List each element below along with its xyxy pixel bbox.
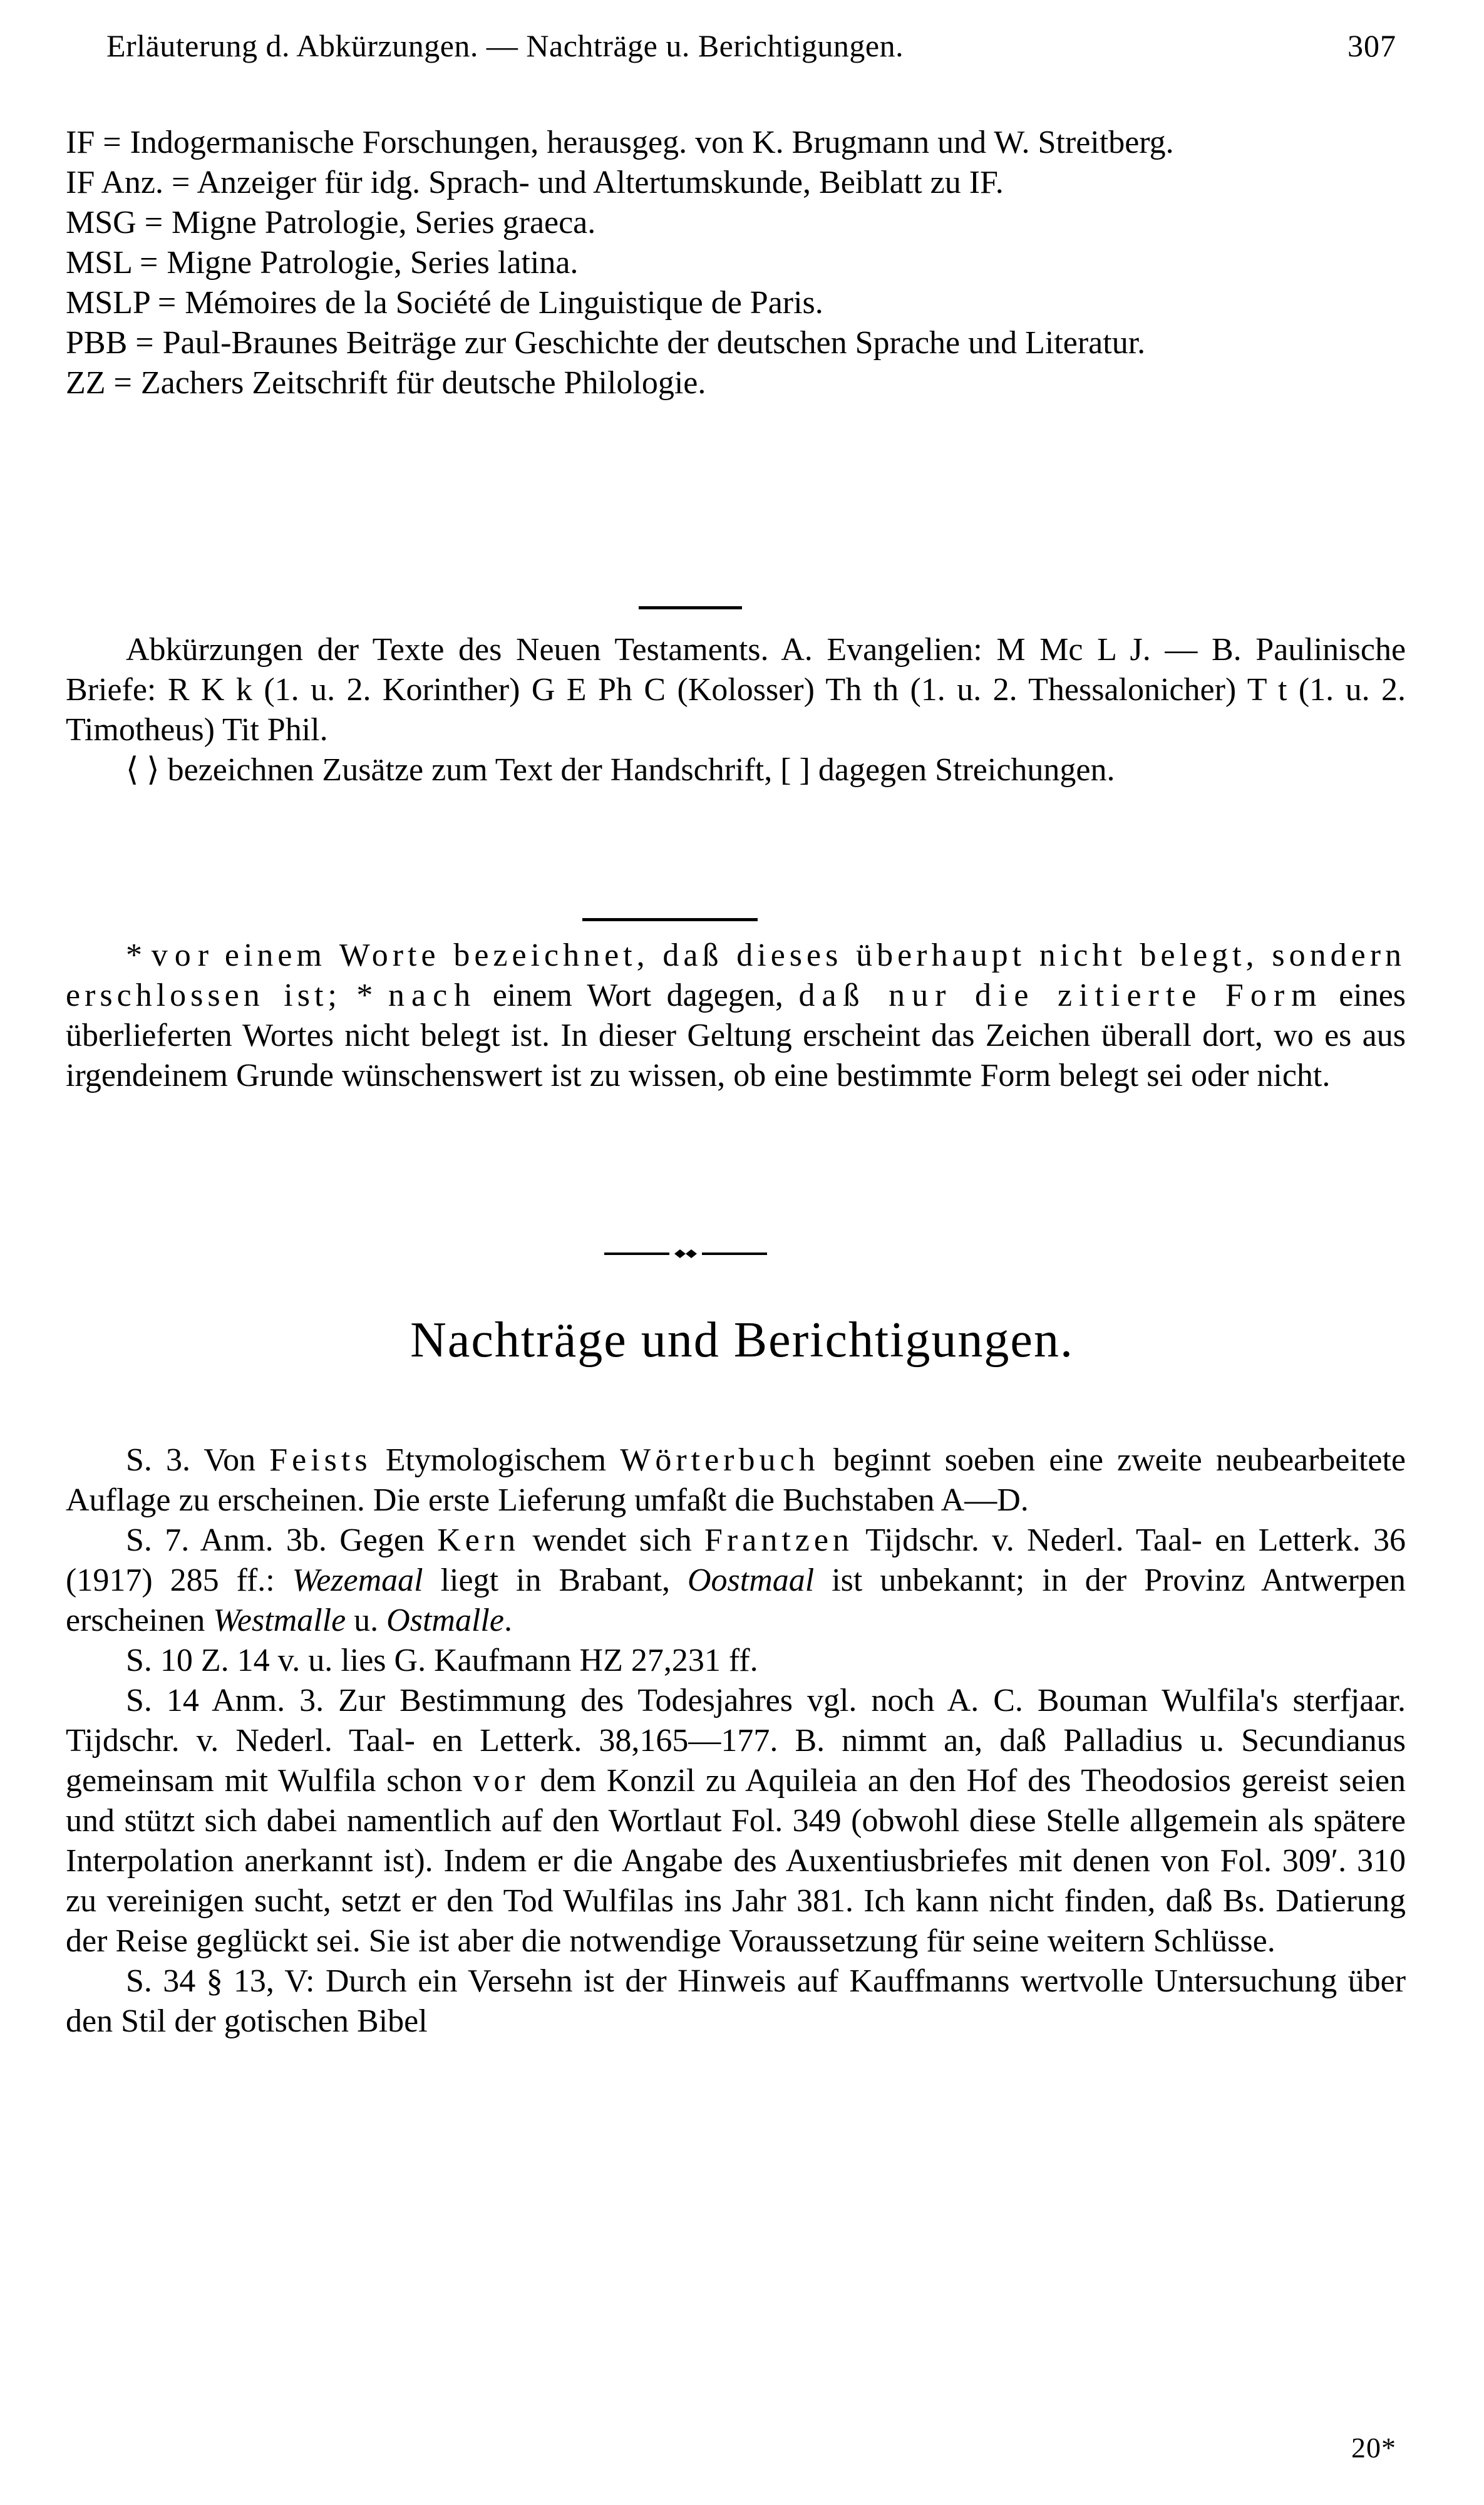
italic-wezemaal: Wezemaal xyxy=(292,1562,423,1598)
abbreviation-key: IF Anz. xyxy=(66,165,163,200)
addenda-entries xyxy=(66,1440,1406,2042)
nt-gospels-list: M Mc L J. xyxy=(996,632,1151,668)
abbreviation-entry xyxy=(66,283,1406,323)
italic-ostmalle: Ostmalle xyxy=(386,1603,504,1638)
addendum-text-a: Gegen xyxy=(339,1522,425,1558)
bracket-notation-tail: dagegen Streichungen. xyxy=(818,752,1115,788)
asterisk-convention-note xyxy=(66,936,1406,1096)
abbreviation-definition: Migne Patrologie, Series latina. xyxy=(167,245,579,281)
equals-sign: = xyxy=(172,165,191,200)
asterisk-symbol: * xyxy=(126,937,142,973)
abbreviation-definition: Paul-Braunes Beiträge zur Geschichte der deutschen Sprache und Literatur. xyxy=(162,325,1146,361)
abbreviation-key: IF xyxy=(66,125,95,160)
horizontal-rule-divider xyxy=(582,918,758,921)
addendum-entry xyxy=(66,1440,1406,1521)
abbreviation-list xyxy=(66,123,1406,403)
page-folio-number: 307 xyxy=(1347,28,1396,63)
abbreviation-entry xyxy=(66,123,1406,163)
italic-westmalle: Westmalle xyxy=(213,1603,346,1638)
abbreviation-key: MSG xyxy=(66,205,137,240)
angle-bracket-symbol: ⟨ ⟩ xyxy=(126,752,160,788)
addendum-text-d: liegt in Brabant, xyxy=(440,1562,671,1598)
nt-abbreviations-paragraph xyxy=(66,630,1406,750)
equals-sign: = xyxy=(135,325,155,361)
abbreviation-entry xyxy=(66,243,1406,283)
bracket-notation-text: bezeichnen Zusätze zum Text der Handschrift, xyxy=(167,752,773,788)
asterisk-symbol-second: * xyxy=(356,978,373,1013)
running-head-title: Erläuterung d. Abkürzungen. — Nachträge u. Berichtigungen. xyxy=(106,28,904,63)
abbreviation-definition: Migne Patrologie, Series graeca. xyxy=(172,205,596,240)
asterisk-note-text-c: eines überlieferten Wortes nicht belegt ist. In dieser Geltung erscheint das Zeichen überall dort, wo es aus irgendeinem Grunde wünschenswert ist zu wissen, ob eine bestimmte Form belegt sei oder nicht. xyxy=(66,978,1406,1093)
addendum-citation: Tijdschr. v. Nederl. Taal- en Letterk. 36 (1917) 285 ff.: xyxy=(66,1522,1406,1598)
abbreviation-entry xyxy=(66,203,1406,243)
nt-gospels-label: A. Evangelien: xyxy=(781,632,982,668)
addendum-locus: S. 10 Z. 14 v. u. xyxy=(126,1643,333,1678)
square-bracket-symbol: [ ] xyxy=(780,752,810,788)
addendum-entry xyxy=(66,1641,1406,1681)
section-heading: Nachträge und Berichtigungen. xyxy=(410,1313,1074,1368)
equals-sign: = xyxy=(157,285,177,321)
addendum-locus: S. 34 § 13, V: xyxy=(126,1963,315,1999)
addendum-locus: S. 14 Anm. 3. xyxy=(126,1683,324,1718)
nt-abbreviations-block xyxy=(66,630,1406,790)
emphasis-kern: Kern xyxy=(437,1522,520,1558)
addendum-entry xyxy=(66,1681,1406,1961)
nt-pauline-list: R K k (1. u. 2. Korinther) G E Ph C (Kolosser) Th th (1. u. 2. Thessalonicher) T t (1. u. 2. Timotheus) Tit Phil. xyxy=(66,672,1406,748)
bracket-notation-paragraph xyxy=(66,750,1406,790)
nt-pauline-label: B. Paulinische Briefe: xyxy=(66,632,1406,708)
running-head xyxy=(106,30,1396,61)
addendum-entry xyxy=(66,1521,1406,1641)
abbreviation-definition: Zachers Zeitschrift für deutsche Philologie. xyxy=(140,365,706,401)
addendum-entry xyxy=(66,1961,1406,2042)
abbreviation-key: ZZ xyxy=(66,365,106,401)
addendum-text-a: Zur Bestimmung des Todesjahres vgl. noch A. C. Bouman Wulfila's sterfjaar. Tijdschr. v. Nederl. Taal- en Letterk. 38,165—177. B. nimmt an, daß Palladius u. Secundianus gemeinsam mit Wulfila schon xyxy=(66,1683,1406,1799)
addendum-text: Durch ein Versehn ist der Hinweis auf Kauffmanns wertvolle Untersuchung über den Stil der gotischen Bibel xyxy=(66,1963,1406,2039)
addendum-locus: S. 3. xyxy=(126,1442,191,1478)
signature-mark: 20* xyxy=(1351,2432,1396,2464)
abbreviation-key: MSL xyxy=(66,245,131,281)
abbreviation-entry xyxy=(66,323,1406,363)
addendum-lead: Von xyxy=(204,1442,256,1478)
emphasis-feists: Feists xyxy=(269,1442,372,1478)
addendum-text-g: . xyxy=(503,1603,512,1638)
em-dash: — xyxy=(1165,632,1198,668)
horizontal-rule-divider xyxy=(639,606,742,609)
abbreviation-entry xyxy=(66,363,1406,403)
addendum-text: lies G. Kaufmann HZ 27,231 ff. xyxy=(341,1643,758,1678)
emphasis-frantzen: Frantzen xyxy=(704,1522,853,1558)
addendum-locus: S. 7. Anm. 3b. xyxy=(126,1522,327,1558)
emphasis-zitierte-form: daß nur die zitierte Form xyxy=(798,978,1324,1013)
emphasis-vor: vor xyxy=(151,937,216,973)
nt-heading-run-in: Abkürzungen der Texte des Neuen Testaments. xyxy=(126,632,769,668)
addendum-mid: Etymologischem xyxy=(385,1442,607,1478)
abbreviation-key: MSLP xyxy=(66,285,150,321)
asterisk-note-paragraph xyxy=(66,936,1406,1096)
asterisk-note-text-a: einem Worte bezeichnet, daß dieses überhaupt nicht belegt, sondern erschlossen ist; xyxy=(66,937,1406,1013)
abbreviation-key: PBB xyxy=(66,325,128,361)
abbreviation-entry xyxy=(66,163,1406,203)
addendum-text-f: u. xyxy=(354,1603,379,1638)
ornamental-divider xyxy=(604,1248,767,1259)
equals-sign: = xyxy=(140,245,159,281)
addendum-rest: beginnt soeben eine zweite neubearbeitete Auflage zu erscheinen. Die erste Lieferung umfaßt die Buchstaben A—D. xyxy=(66,1442,1406,1518)
emphasis-woerterbuch: Wörterbuch xyxy=(620,1442,820,1478)
addendum-text-b: wendet sich xyxy=(532,1522,692,1558)
equals-sign: = xyxy=(113,365,133,401)
addendum-text-e: ist unbekannt; in der Provinz Antwerpen erscheinen xyxy=(66,1562,1406,1638)
ornamental-divider-icon xyxy=(604,1248,767,1259)
italic-oostmaal: Oostmaal xyxy=(688,1562,815,1598)
abbreviation-definition: Anzeiger für idg. Sprach- und Altertumskunde, Beiblatt zu IF. xyxy=(197,165,1004,200)
asterisk-note-text-b: einem Wort dagegen, xyxy=(492,978,783,1013)
addendum-text-b: dem Konzil zu Aquileia an den Hof des Theodosios gereist seien und stützt sich dabei namentlich auf den Wortlaut Fol. 349 (obwohl diese Stelle allgemein als spätere Interpolation anerkannt ist). Indem er die Angabe des Auxentiusbriefes mit denen von Fol. 309′. 310 zu vereinigen sucht, setzt er den Tod Wulfilas ins Jahr 381. Ich kann nicht finden, daß Bs. Datierung der Reise geglückt sei. Sie ist aber die notwendige Voraussetzung für seine weitern Schlüsse. xyxy=(66,1763,1406,1959)
abbreviation-definition: Mémoires de la Société de Linguistique de Paris. xyxy=(185,285,823,321)
emphasis-nach: nach xyxy=(388,978,478,1013)
equals-sign: = xyxy=(144,205,164,240)
abbreviation-definition: Indogermanische Forschungen, herausgeg. von K. Brugmann und W. Streitberg. xyxy=(130,125,1174,160)
emphasis-vor: vor xyxy=(473,1763,530,1799)
equals-sign: = xyxy=(103,125,122,160)
